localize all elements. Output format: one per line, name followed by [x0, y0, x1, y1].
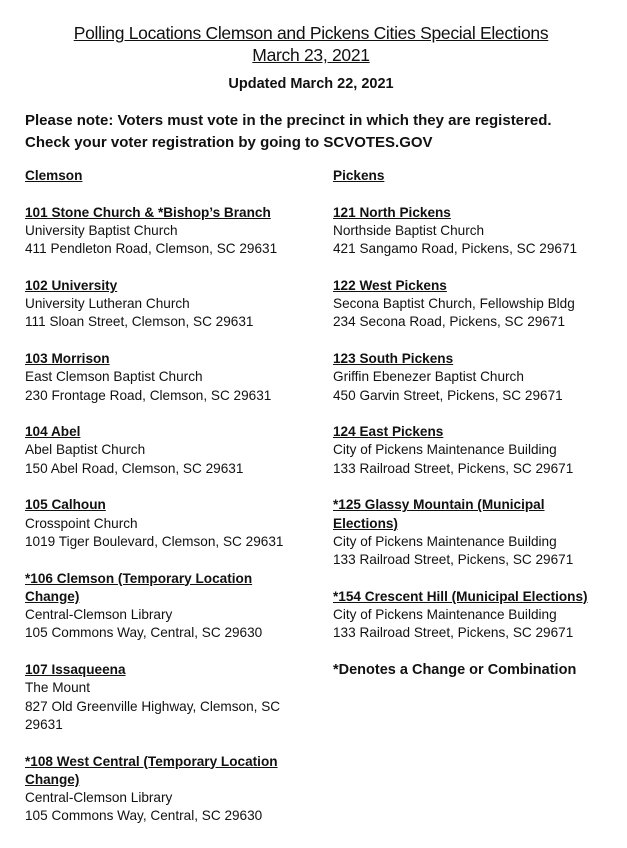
precinct-entry: [25, 423, 287, 478]
precinct-entry: [333, 496, 593, 569]
precinct-entry: [333, 350, 593, 405]
document-title: [0, 23, 622, 44]
pickens-heading: Pickens: [333, 168, 385, 183]
precinct-name: 105 Calhoun: [25, 497, 106, 513]
polling-address: 133 Railroad Street, Pickens, SC 29671: [333, 460, 574, 476]
polling-address: 1019 Tiger Boulevard, Clemson, SC 29631: [25, 533, 284, 549]
precinct-entry: [25, 496, 287, 551]
polling-address: 411 Pendleton Road, Clemson, SC 29631: [25, 241, 278, 257]
polling-address: 450 Garvin Street, Pickens, SC 29671: [333, 387, 563, 403]
precinct-entry: [25, 204, 287, 259]
precinct-entry: [333, 204, 593, 259]
polling-location: University Baptist Church: [25, 222, 178, 238]
precinct-entry: [333, 423, 593, 478]
polling-location: Crosspoint Church: [25, 515, 138, 531]
polling-address: 827 Old Greenville Highway, Clemson, SC 29631: [25, 698, 281, 732]
polling-location: Secona Baptist Church, Fellowship Bldg: [333, 296, 575, 312]
title-line-1: Polling Locations Clemson and Pickens Cities Special Elections: [73, 23, 549, 43]
precinct-name: 104 Abel: [25, 424, 81, 440]
polling-location: Northside Baptist Church: [333, 222, 485, 238]
updated-date: Updated March 22, 2021: [228, 76, 394, 92]
polling-address: 133 Railroad Street, Pickens, SC 29671: [333, 625, 574, 641]
precinct-entry: [333, 588, 593, 643]
precinct-name: 102 University: [25, 277, 118, 293]
polling-location: University Lutheran Church: [25, 296, 190, 312]
precinct-entry: [25, 570, 287, 643]
polling-location: City of Pickens Maintenance Building: [333, 607, 557, 623]
precinct-name: 121 North Pickens: [333, 204, 451, 220]
precinct-entry: [25, 753, 287, 826]
precinct-entry: [25, 661, 287, 734]
polling-address: 230 Frontage Road, Clemson, SC 29631: [25, 387, 272, 403]
precinct-name: 103 Morrison: [25, 350, 110, 366]
polling-location: East Clemson Baptist Church: [25, 369, 203, 385]
clemson-heading: Clemson: [25, 168, 83, 183]
polling-address: 105 Commons Way, Central, SC 29630: [25, 808, 263, 824]
polling-location: The Mount: [25, 680, 90, 696]
polling-location: Central-Clemson Library: [25, 790, 173, 806]
precinct-name: 123 South Pickens: [333, 350, 454, 366]
pickens-column: [333, 167, 593, 679]
voter-note: Please note: Voters must vote in the precinct in which they are registered. Check your voter registration by going to SCVOTES.GOV: [25, 112, 552, 151]
precinct-name: 101 Stone Church & *Bishop’s Branch: [25, 204, 271, 220]
precinct-name: 107 Issaqueena: [25, 662, 126, 678]
polling-address: 421 Sangamo Road, Pickens, SC 29671: [333, 241, 578, 257]
polling-address: 234 Secona Road, Pickens, SC 29671: [333, 314, 566, 330]
precinct-name: 122 West Pickens: [333, 277, 447, 293]
precinct-name: *108 West Central (Temporary Location Change): [25, 753, 278, 787]
polling-address: 105 Commons Way, Central, SC 29630: [25, 625, 263, 641]
polling-address: 133 Railroad Street, Pickens, SC 29671: [333, 552, 574, 568]
footnote: *Denotes a Change or Combination: [333, 662, 577, 679]
clemson-column: [25, 167, 287, 844]
precinct-entry: [25, 350, 287, 405]
precinct-name: *125 Glassy Mountain (Municipal Elections): [333, 497, 545, 531]
polling-location: Abel Baptist Church: [25, 442, 146, 458]
polling-location: City of Pickens Maintenance Building: [333, 533, 557, 549]
polling-location: City of Pickens Maintenance Building: [333, 442, 557, 458]
polling-location: Griffin Ebenezer Baptist Church: [333, 369, 524, 385]
precinct-entry: [333, 277, 593, 332]
document-date: [0, 45, 622, 66]
precinct-entry: [25, 277, 287, 332]
precinct-name: *154 Crescent Hill (Municipal Elections): [333, 588, 588, 604]
precinct-name: 124 East Pickens: [333, 424, 444, 440]
precinct-name: *106 Clemson (Temporary Location Change): [25, 570, 253, 604]
title-line-2: March 23, 2021: [252, 45, 370, 65]
polling-address: 111 Sloan Street, Clemson, SC 29631: [25, 314, 254, 330]
polling-address: 150 Abel Road, Clemson, SC 29631: [25, 460, 244, 476]
polling-location: Central-Clemson Library: [25, 607, 173, 623]
